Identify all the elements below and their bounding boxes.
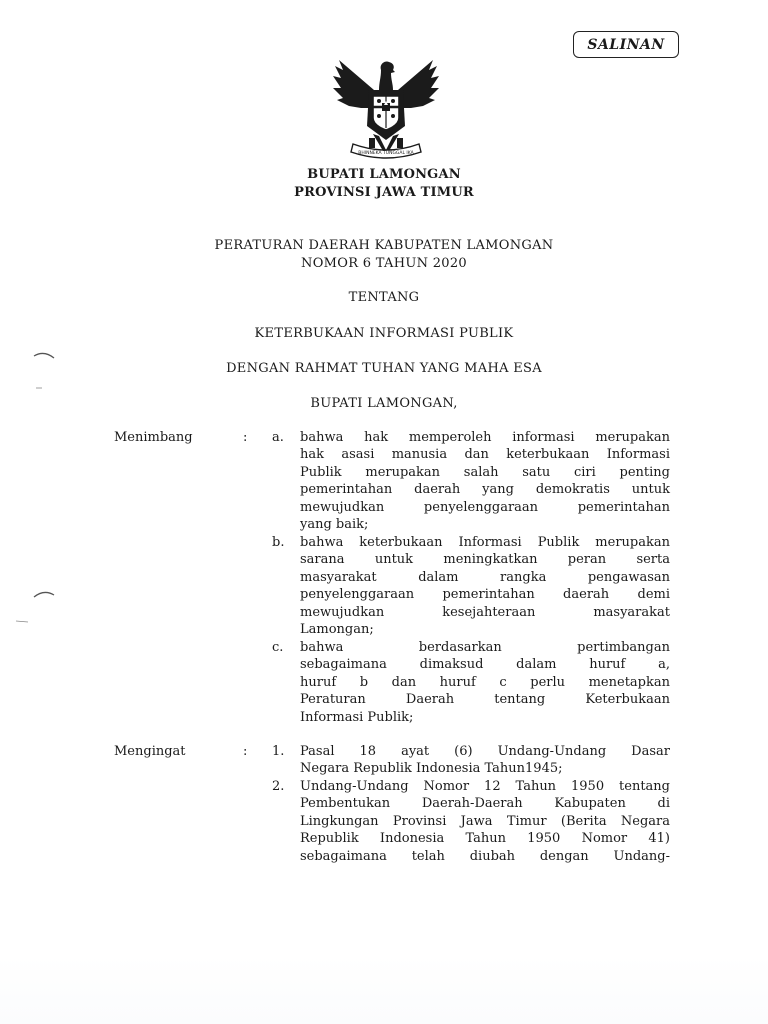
text-line: Undang-Undang Nomor 12 Tahun 1950 tentang bbox=[300, 779, 670, 794]
mengingat-item-1 bbox=[300, 743, 670, 778]
text-line: bahwa keterbukaan Informasi Publik merupakan bbox=[300, 535, 670, 550]
text-line: Informasi Publik; bbox=[300, 709, 414, 725]
text-line: huruf b dan huruf c perlu menetapkan bbox=[300, 674, 670, 690]
emblem-motto: BHINNEKA TUNGGAL IKA bbox=[358, 151, 414, 156]
regulation-title: PERATURAN DAERAH KABUPATEN LAMONGAN bbox=[214, 238, 554, 253]
text-line: Pasal 18 ayat (6) Undang-Undang Dasar bbox=[300, 744, 670, 759]
menimbang-mark-c: c. bbox=[272, 640, 284, 655]
text-line: Lingkungan Provinsi Jawa Timur (Berita Negara bbox=[300, 813, 670, 829]
text-line: Pembentukan Daerah-Daerah Kabupaten di bbox=[300, 796, 670, 812]
menimbang-mark-a: a. bbox=[272, 430, 284, 445]
text-line: masyarakat dalam rangka pengawasan bbox=[300, 569, 670, 585]
text-line: Peraturan Daerah tentang Keterbukaan bbox=[300, 692, 670, 708]
mengingat-mark-1: 1. bbox=[272, 744, 285, 759]
regulation-number: NOMOR 6 TAHUN 2020 bbox=[301, 256, 467, 271]
text-line: penyelenggaraan pemerintahan daerah demi bbox=[300, 587, 670, 603]
menimbang-mark-b: b. bbox=[272, 535, 285, 550]
text-line: Lamongan; bbox=[300, 622, 374, 638]
text-line: mewujudkan kesejahteraan masyarakat bbox=[300, 604, 670, 620]
mengingat-mark-2: 2. bbox=[272, 779, 285, 794]
text-line: Negara Republik Indonesia Tahun1945; bbox=[300, 761, 563, 777]
text-line: hak asasi manusia dan keterbukaan Informasi bbox=[300, 447, 670, 463]
garuda-emblem-icon bbox=[329, 56, 443, 160]
text-line: Republik Indonesia Tahun 1950 Nomor 41) bbox=[300, 831, 670, 847]
menimbang-item-b bbox=[300, 534, 670, 638]
tentang-heading: TENTANG bbox=[348, 290, 420, 305]
salinan-stamp bbox=[573, 31, 679, 58]
text-line: sebagaimana telah diubah dengan Undang- bbox=[300, 848, 670, 864]
scan-mark-icon bbox=[30, 348, 60, 398]
text-line: mewujudkan penyelenggaraan pemerintahan bbox=[300, 499, 670, 515]
menimbang-item-c bbox=[300, 639, 670, 726]
text-line: bahwa berdasarkan pertimbangan bbox=[300, 640, 670, 655]
menimbang-label: Menimbang bbox=[114, 430, 193, 445]
authority-line: BUPATI LAMONGAN, bbox=[310, 396, 458, 411]
text-line: sebagaimana dimaksud dalam huruf a, bbox=[300, 657, 670, 673]
regulation-subject: KETERBUKAAN INFORMASI PUBLIK bbox=[254, 326, 514, 341]
mengingat-label: Mengingat bbox=[114, 744, 186, 759]
text-line: pemerintahan daerah yang demokratis untuk bbox=[300, 482, 670, 498]
menimbang-item-a bbox=[300, 429, 670, 533]
blessing-line: DENGAN RAHMAT TUHAN YANG MAHA ESA bbox=[226, 361, 542, 376]
menimbang-colon: : bbox=[243, 430, 248, 445]
text-line: sarana untuk meningkatkan peran serta bbox=[300, 552, 670, 568]
regent-title: BUPATI LAMONGAN bbox=[307, 167, 461, 182]
scan-mark-icon bbox=[12, 585, 60, 635]
text-line: yang baik; bbox=[300, 517, 369, 533]
text-line: bahwa hak memperoleh informasi merupakan bbox=[300, 430, 670, 445]
salinan-stamp-label: SALINAN bbox=[587, 36, 665, 53]
text-line: Publik merupakan salah satu ciri penting bbox=[300, 464, 670, 480]
province-title: PROVINSI JAWA TIMUR bbox=[294, 185, 474, 200]
mengingat-item-2 bbox=[300, 778, 670, 865]
mengingat-colon: : bbox=[243, 744, 248, 759]
page-bottom bbox=[0, 955, 768, 1024]
